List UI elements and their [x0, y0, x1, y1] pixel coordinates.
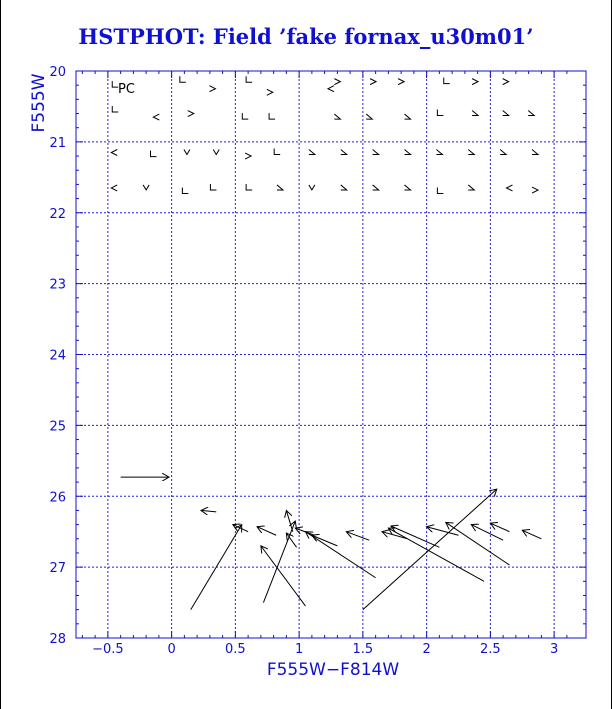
- vector-mark: [277, 185, 283, 190]
- vector-mark: [246, 76, 252, 82]
- annotation-pc: PC: [118, 82, 135, 97]
- y-axis-title: F555W: [29, 73, 49, 133]
- vector-mark: [210, 184, 216, 190]
- y-tick-label: 23: [49, 277, 66, 293]
- x-tick-label: 2: [422, 642, 431, 657]
- vector-mark: [532, 187, 538, 193]
- vector-mark: [209, 86, 215, 92]
- x-tick-label: −0.5: [92, 642, 124, 657]
- vector-mark: [532, 150, 538, 155]
- x-tick-label: 1: [294, 642, 304, 657]
- vector-mark: [151, 151, 157, 157]
- x-tick-label: 0.5: [225, 642, 246, 657]
- y-tick-label: 26: [49, 490, 66, 506]
- vector-mark: [468, 185, 474, 190]
- vector-arrow: [346, 532, 369, 541]
- y-tick-label: 28: [49, 632, 66, 647]
- page-title: HSTPHOT: Field ’fake fornax_u30m01’: [78, 24, 534, 49]
- vector-mark: [274, 149, 280, 155]
- vector-mark: [472, 111, 478, 116]
- vector-mark: [500, 150, 506, 155]
- y-tick-label: 25: [49, 419, 66, 435]
- vector-mark: [405, 185, 411, 190]
- vector-mark: [180, 76, 186, 82]
- vector-mark: [309, 150, 315, 155]
- vector-mark: [111, 185, 117, 191]
- vector-arrow: [286, 510, 292, 531]
- vector-mark: [188, 111, 194, 117]
- vector-mark: [334, 114, 340, 119]
- y-tick-label: 27: [49, 561, 66, 577]
- vector-arrow: [382, 532, 408, 539]
- vector-mark: [184, 150, 190, 155]
- vector-mark: [143, 185, 149, 190]
- vector-mark: [245, 153, 251, 159]
- y-tick-label: 22: [49, 206, 66, 222]
- vector-mark: [182, 187, 188, 193]
- vector-mark: [528, 111, 534, 116]
- vector-mark: [153, 114, 159, 120]
- x-tick-label: 2.5: [480, 642, 501, 657]
- vector-mark: [405, 150, 411, 155]
- vector-arrow: [446, 522, 510, 565]
- vector-mark: [269, 113, 275, 119]
- vector-arrow: [295, 528, 314, 535]
- vector-mark: [341, 185, 347, 190]
- vector-mark: [309, 185, 315, 190]
- x-tick-label: 0: [167, 642, 176, 657]
- vector-mark: [405, 114, 411, 119]
- vector-mark: [267, 89, 273, 95]
- vector-mark: [373, 150, 379, 155]
- y-tick-label: 24: [49, 348, 66, 364]
- vector-mark: [366, 114, 372, 119]
- x-axis-title: F555W−F814W: [266, 660, 400, 680]
- vector-arrow: [257, 527, 276, 536]
- x-tick-label: 3: [549, 642, 559, 657]
- vector-mark: [341, 150, 347, 155]
- vector-mark: [328, 86, 334, 92]
- vector-mark: [370, 79, 376, 85]
- vector-arrow: [191, 525, 242, 610]
- vector-mark: [246, 184, 252, 190]
- vector-mark: [111, 150, 117, 156]
- vector-arrow: [363, 489, 497, 609]
- vector-arrow: [522, 530, 541, 539]
- vector-mark: [503, 111, 509, 116]
- vector-mark: [436, 150, 442, 155]
- vector-mark: [112, 106, 118, 112]
- vector-mark: [503, 79, 509, 85]
- vector-mark: [242, 113, 248, 119]
- vector-mark: [437, 187, 443, 193]
- vector-mark: [334, 79, 340, 85]
- vector-mark: [398, 79, 404, 85]
- vector-arrow: [263, 521, 295, 603]
- vector-arrow: [490, 523, 509, 532]
- vector-mark: [437, 110, 443, 116]
- vector-mark: [468, 150, 474, 155]
- x-tick-label: 1.5: [352, 642, 374, 657]
- vector-mark: [373, 185, 379, 190]
- vector-mark: [507, 185, 513, 191]
- vector-arrow: [201, 510, 216, 511]
- y-tick-label: 21: [49, 135, 66, 151]
- vector-mark: [444, 78, 450, 84]
- vector-mark: [472, 79, 478, 85]
- vector-mark: [213, 150, 219, 155]
- y-tick-label: 20: [49, 65, 66, 80]
